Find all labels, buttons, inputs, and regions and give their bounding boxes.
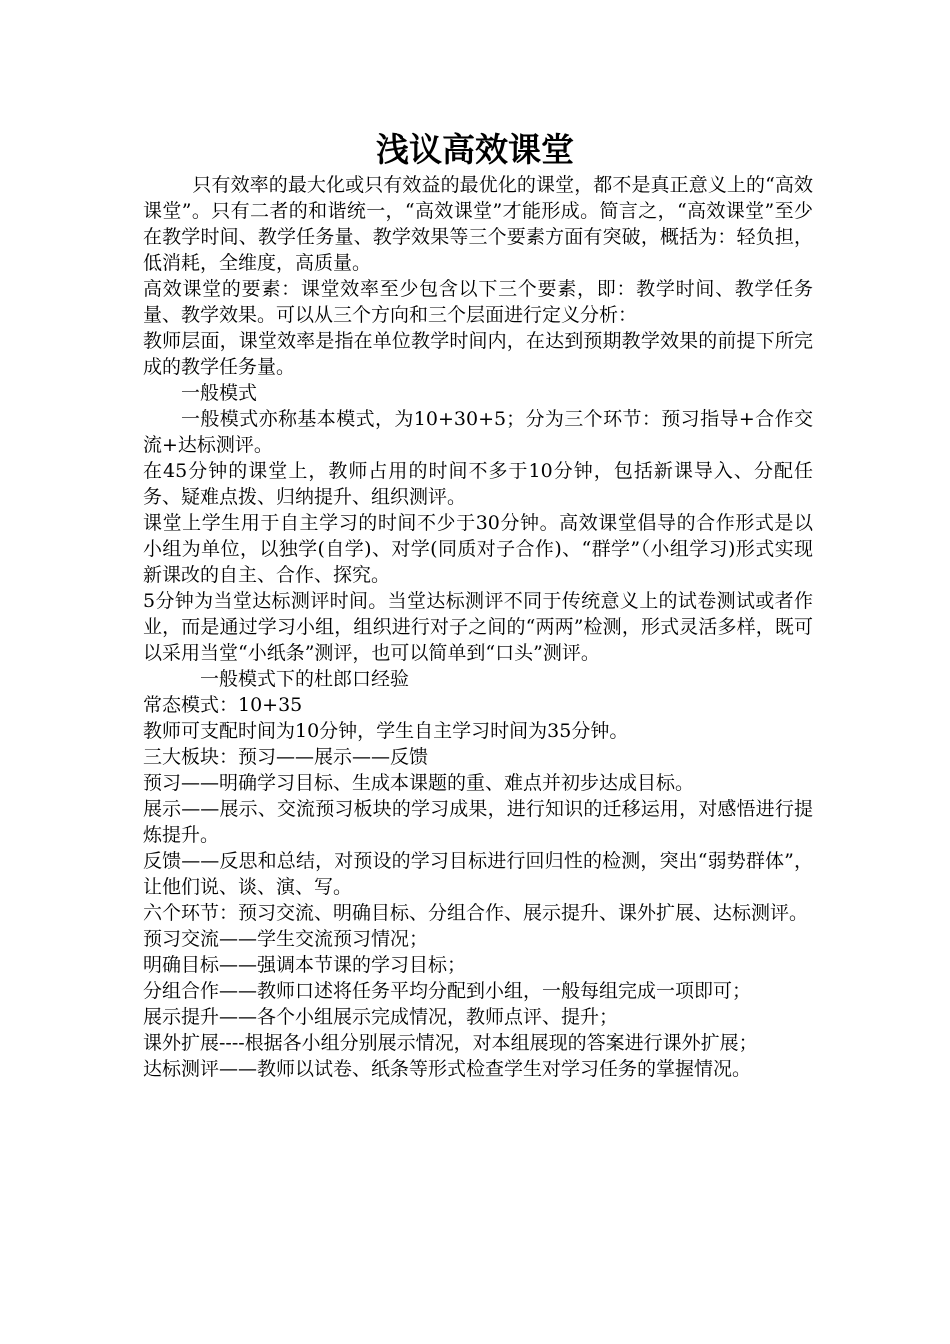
document-body: [143, 172, 813, 1082]
paragraph: 课堂上学生用于自主学习的时间不少于30分钟。高效课堂倡导的合作形式是以小组为单位，以独学(自学)、对学(同质对子合作)、“群学”（小组学习)形式实现新课改的自主、合作、探究。: [143, 512, 813, 586]
paragraph: 常态模式：10+35: [143, 694, 303, 716]
paragraph: 预习——明确学习目标、生成本课题的重、难点并初步达成目标。: [143, 772, 695, 794]
paragraph: 预习交流——学生交流预习情况；: [143, 928, 429, 950]
section-heading: 一般模式: [181, 382, 258, 404]
paragraph: 在45分钟的课堂上，教师占用的时间不多于10分钟，包括新课导入、分配任务、疑难点拨、归纳提升、组织测评。: [143, 460, 813, 508]
paragraph: 三大板块：预习——展示——反馈: [143, 746, 429, 768]
paragraph: 达标测评——教师以试卷、纸条等形式检查学生对学习任务的掌握情况。: [143, 1058, 752, 1080]
document-title: 浅议高效课堂: [376, 130, 574, 169]
paragraph: 5分钟为当堂达标测评时间。当堂达标测评不同于传统意义上的试卷测试或者作业，而是通过学习小组，组织进行对子之间的“两两”检测，形式灵活多样，既可以采用当堂“小纸条”测评，也可以简单到“口头”测评。: [143, 590, 813, 664]
paragraph: 展示——展示、交流预习板块的学习成果，进行知识的迁移运用，对感悟进行提炼提升。: [143, 798, 813, 846]
paragraph: 只有效率的最大化或只有效益的最优化的课堂，都不是真正意义上的“高效课堂”。只有二者的和谐统一，“高效课堂”才能形成。简言之，“高效课堂”至少在教学时间、教学任务量、教学效果等三个要素方面有突破，概括为：轻负担，低消耗，全维度，高质量。: [143, 174, 813, 274]
paragraph: 明确目标——强调本节课的学习目标；: [143, 954, 467, 976]
paragraph: 一般模式亦称基本模式，为10+30+5；分为三个环节：预习指导+合作交流+达标测评。: [143, 408, 813, 456]
paragraph: 课外扩展----根据各小组分别展示情况，对本组展现的答案进行课外扩展；: [143, 1032, 758, 1054]
paragraph: 高效课堂的要素：课堂效率至少包含以下三个要素，即：教学时间、教学任务量、教学效果。可以从三个方向和三个层面进行定义分析：: [143, 278, 813, 326]
paragraph: 教师层面，课堂效率是指在单位教学时间内，在达到预期教学效果的前提下所完成的教学任务量。: [143, 330, 813, 378]
paragraph: 六个环节：预习交流、明确目标、分组合作、展示提升、课外扩展、达标测评。: [143, 902, 809, 924]
paragraph: 展示提升——各个小组展示完成情况，教师点评、提升；: [143, 1006, 619, 1028]
paragraph: 分组合作——教师口述将任务平均分配到小组，一般每组完成一项即可；: [143, 980, 752, 1002]
section-heading: 一般模式下的杜郎口经验: [200, 668, 410, 690]
paragraph: 反馈——反思和总结，对预设的学习目标进行回归性的检测，突出“弱势群体”，让他们说、谈、演、写。: [143, 850, 813, 898]
paragraph: 教师可支配时间为10分钟，学生自主学习时间为35分钟。: [143, 720, 629, 742]
